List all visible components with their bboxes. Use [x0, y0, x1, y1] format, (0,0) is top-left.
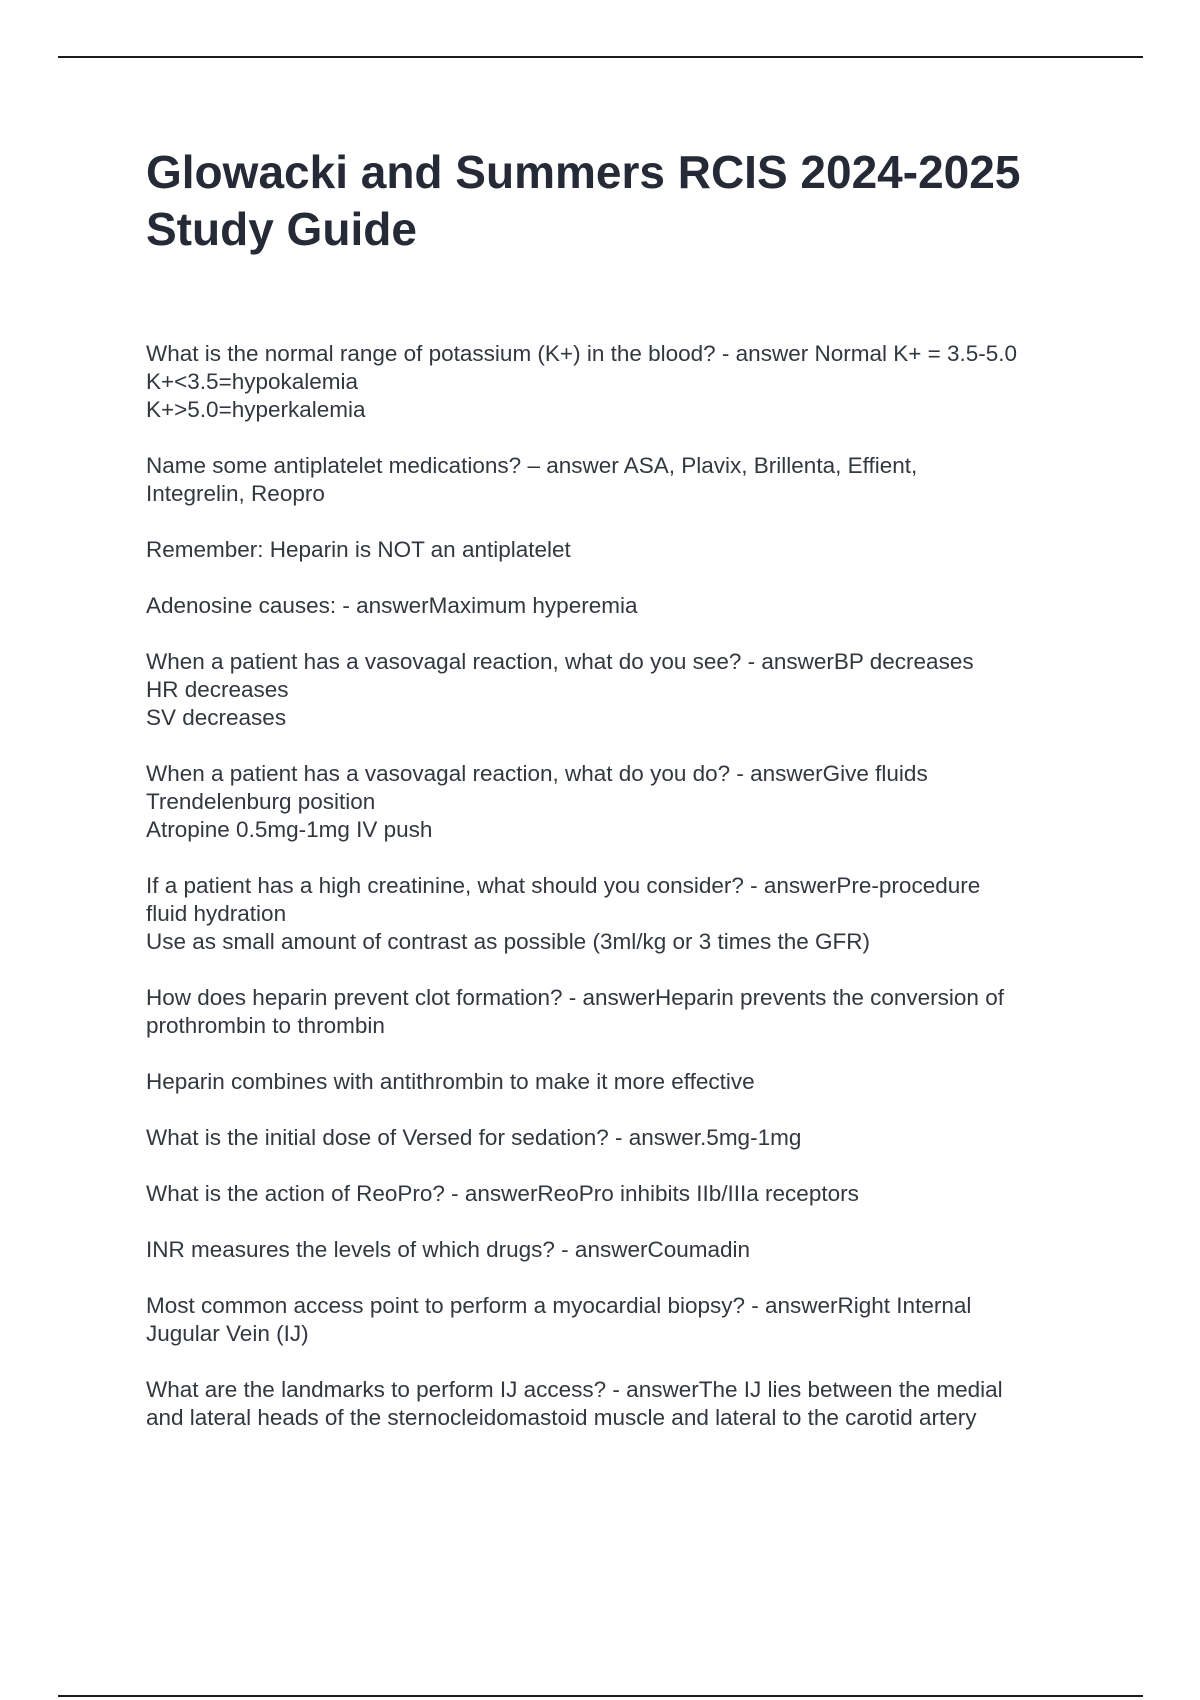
qa-entry	[146, 340, 1096, 424]
qa-entry-line: What is the normal range of potassium (K+) in the blood? - answer Normal K+ = 3.5-5.0	[146, 341, 1018, 366]
qa-entry	[146, 1124, 1096, 1152]
qa-entry-line: SV decreases	[146, 705, 287, 730]
qa-entry-line: Jugular Vein (IJ)	[146, 1321, 309, 1346]
qa-entry-line: Remember: Heparin is NOT an antiplatelet	[146, 537, 571, 562]
title-line: Glowacki and Summers RCIS 2024-2025	[146, 146, 1021, 198]
qa-entry	[146, 872, 1096, 956]
qa-entry-line: INR measures the levels of which drugs? - answerCoumadin	[146, 1237, 751, 1262]
qa-entry	[146, 452, 1096, 508]
qa-entry-line: How does heparin prevent clot formation? - answerHeparin prevents the conversion of	[146, 985, 1004, 1010]
qa-entry	[146, 1236, 1096, 1264]
footer-rule	[58, 1695, 1143, 1697]
qa-entry-line: If a patient has a high creatinine, what should you consider? - answerPre-procedure	[146, 873, 981, 898]
qa-entry-line: K+>5.0=hyperkalemia	[146, 397, 366, 422]
qa-entry	[146, 536, 1096, 564]
qa-entry	[146, 1180, 1096, 1208]
qa-entry	[146, 760, 1096, 844]
qa-entry-line: fluid hydration	[146, 901, 287, 926]
qa-entry	[146, 1376, 1096, 1432]
qa-entry	[146, 1292, 1096, 1348]
qa-entry-line: What is the action of ReoPro? - answerReoPro inhibits IIb/IIIa receptors	[146, 1181, 859, 1206]
qa-entry-line: Use as small amount of contrast as possible (3ml/kg or 3 times the GFR)	[146, 929, 871, 954]
qa-entry-line: Integrelin, Reopro	[146, 481, 325, 506]
qa-entry-line: What are the landmarks to perform IJ access? - answerThe IJ lies between the medial	[146, 1377, 1003, 1402]
qa-entry-line: When a patient has a vasovagal reaction, what do you do? - answerGive fluids	[146, 761, 928, 786]
qa-entry-line: Trendelenburg position	[146, 789, 376, 814]
qa-entry-line: When a patient has a vasovagal reaction, what do you see? - answerBP decreases	[146, 649, 974, 674]
qa-entry-line: K+<3.5=hypokalemia	[146, 369, 359, 394]
qa-list	[146, 340, 1096, 1460]
qa-entry	[146, 1068, 1096, 1096]
qa-entry-line: Atropine 0.5mg-1mg IV push	[146, 817, 433, 842]
title-line: Study Guide	[146, 203, 417, 255]
header-rule	[58, 56, 1143, 58]
qa-entry-line: Adenosine causes: - answerMaximum hyperemia	[146, 593, 638, 618]
qa-entry-line: Most common access point to perform a myocardial biopsy? - answerRight Internal	[146, 1293, 972, 1318]
qa-entry-line: prothrombin to thrombin	[146, 1013, 385, 1038]
qa-entry	[146, 648, 1096, 732]
qa-entry-line: What is the initial dose of Versed for sedation? - answer.5mg-1mg	[146, 1125, 802, 1150]
document-title	[146, 144, 1096, 258]
qa-entry-line: HR decreases	[146, 677, 289, 702]
qa-entry-line: Name some antiplatelet medications? – answer ASA, Plavix, Brillenta, Effient,	[146, 453, 918, 478]
qa-entry-line: and lateral heads of the sternocleidomastoid muscle and lateral to the carotid artery	[146, 1405, 977, 1430]
qa-entry	[146, 592, 1096, 620]
qa-entry-line: Heparin combines with antithrombin to make it more effective	[146, 1069, 755, 1094]
qa-entry	[146, 984, 1096, 1040]
